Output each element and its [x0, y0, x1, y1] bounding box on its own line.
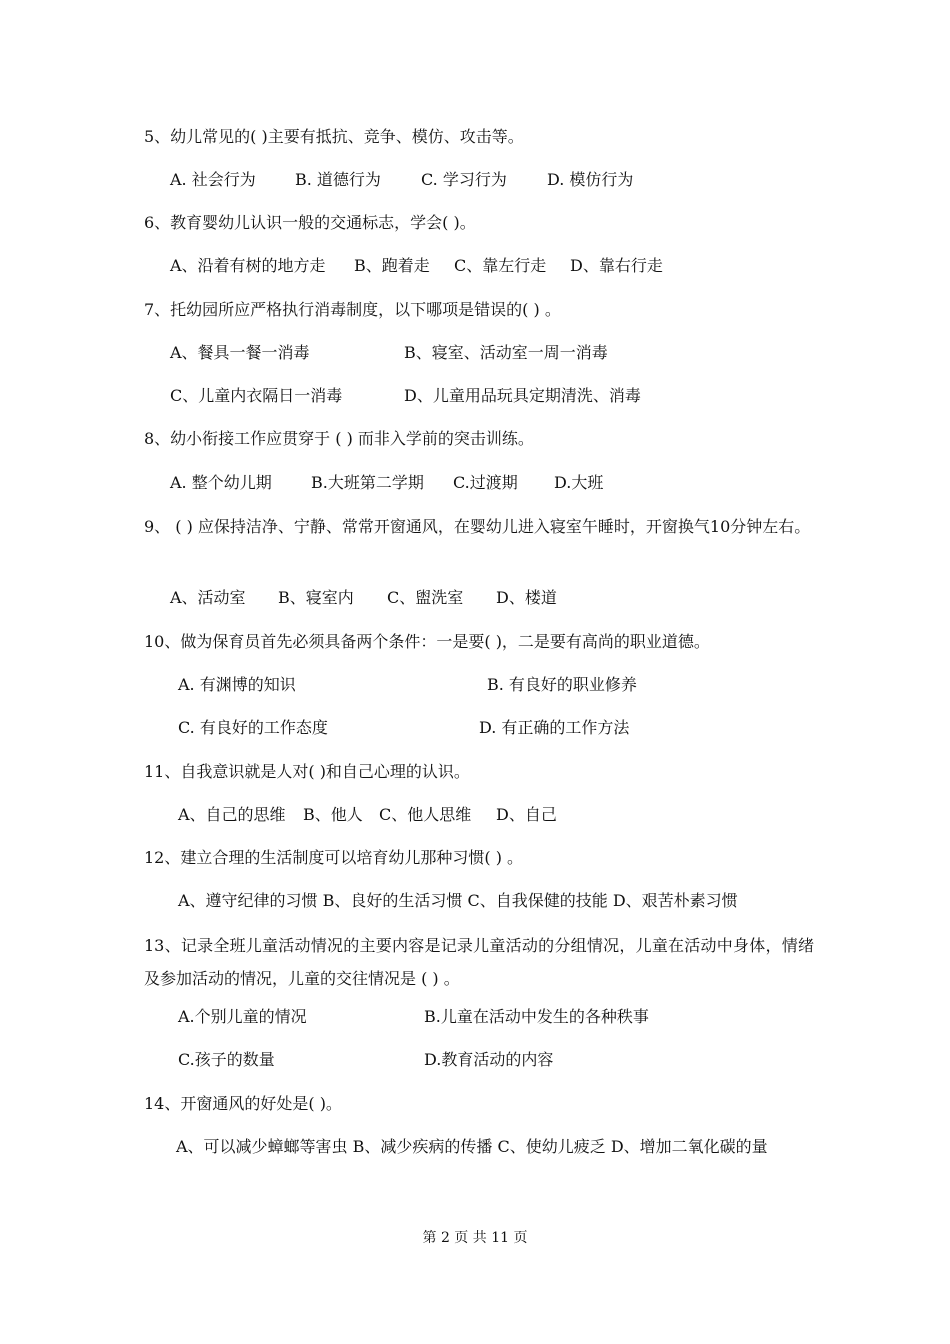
q6-option-d: D、靠右行走	[570, 256, 663, 275]
q8-option-c: C.过渡期	[453, 473, 518, 492]
q14-options: A、可以减少蟑螂等害虫 B、减少疾病的传播 C、使幼儿疲乏 D、增加二氧化碳的量	[176, 1137, 768, 1156]
question-5: 5、幼儿常见的( )主要有抵抗、竞争、模仿、攻击等。	[144, 127, 524, 146]
q8-option-b: B.大班第二学期	[311, 473, 424, 492]
question-9: 9、 ( ) 应保持洁净、宁静、常常开窗通风，在婴幼儿进入寝室午睡时，开窗换气10分钟左右。	[144, 517, 811, 536]
q5-option-a: A. 社会行为	[170, 170, 256, 189]
q7-option-b: B、寝室、活动室一周一消毒	[404, 343, 608, 362]
q10-option-d: D. 有正确的工作方法	[479, 718, 630, 737]
question-10: 10、做为保育员首先必须具备两个条件：一是要( )，二是要有高尚的职业道德。	[144, 632, 710, 651]
q6-option-b: B、跑着走	[354, 256, 430, 275]
question-13: 13、记录全班儿童活动情况的主要内容是记录儿童活动的分组情况，儿童在活动中身体，情绪及参加活动的情况，儿童的交往情况是 ( ) 。	[144, 936, 814, 988]
q11-option-b: B、他人	[303, 805, 363, 824]
question-12: 12、建立合理的生活制度可以培育幼儿那种习惯( ) 。	[144, 848, 524, 867]
q10-option-b: B. 有良好的职业修养	[487, 675, 637, 694]
question-11: 11、自我意识就是人对( )和自己心理的认识。	[144, 762, 470, 781]
q9-option-a: A、活动室	[170, 588, 246, 607]
q8-option-d: D.大班	[554, 473, 604, 492]
q9-option-c: C、盥洗室	[387, 588, 464, 607]
q12-options: A、遵守纪律的习惯 B、良好的生活习惯 C、自我保健的技能 D、艰苦朴素习惯	[178, 891, 738, 910]
q8-option-a: A. 整个幼儿期	[170, 473, 272, 492]
q5-option-c: C. 学习行为	[421, 170, 507, 189]
q11-option-a: A、自己的思维	[178, 805, 286, 824]
q11-option-c: C、他人思维	[379, 805, 472, 824]
q9-option-b: B、寝室内	[278, 588, 354, 607]
question-8: 8、幼小衔接工作应贯穿于 ( ) 而非入学前的突击训练。	[144, 429, 534, 448]
q5-option-b: B. 道德行为	[295, 170, 381, 189]
page-number: 第 2 页 共 11 页	[422, 1230, 528, 1246]
q6-option-c: C、靠左行走	[454, 256, 547, 275]
q10-option-c: C. 有良好的工作态度	[178, 718, 328, 737]
q7-option-c: C、儿童内衣隔日一消毒	[170, 386, 343, 405]
q13-option-a: A.个别儿童的情况	[178, 1007, 307, 1026]
q5-option-d: D. 模仿行为	[547, 170, 634, 189]
question-6: 6、教育婴幼儿认识一般的交通标志，学会( )。	[144, 213, 476, 232]
q13-option-c: C.孩子的数量	[178, 1050, 275, 1069]
question-14: 14、开窗通风的好处是( )。	[144, 1094, 342, 1113]
q10-option-a: A. 有渊博的知识	[178, 675, 296, 694]
q11-option-d: D、自己	[496, 805, 557, 824]
q13-option-b: B.儿童在活动中发生的各种秩事	[424, 1007, 649, 1026]
q7-option-d: D、儿童用品玩具定期清洗、消毒	[404, 386, 641, 405]
q13-option-d: D.教育活动的内容	[424, 1050, 554, 1069]
q6-option-a: A、沿着有树的地方走	[170, 256, 326, 275]
q7-option-a: A、餐具一餐一消毒	[170, 343, 310, 362]
q9-option-d: D、楼道	[496, 588, 557, 607]
question-7: 7、托幼园所应严格执行消毒制度，以下哪项是错误的( ) 。	[144, 300, 561, 319]
